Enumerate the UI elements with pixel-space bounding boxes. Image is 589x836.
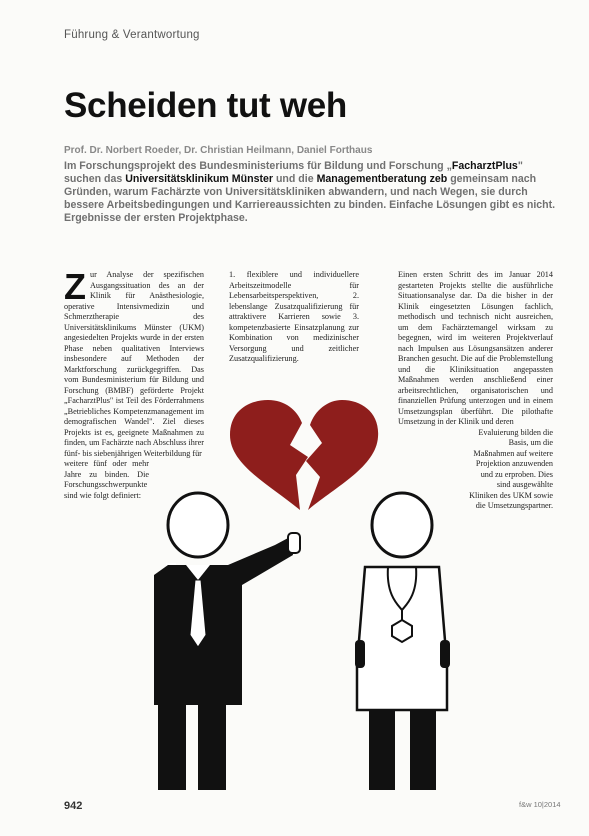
column-3-tail: Evaluierung bilden die Basis, um die Maßnahmen auf weitere Projektion anzuwenden und zu erproben. Dies sind ausgewählte Kliniken des UKM sowie die Umsetzungspartner. [469, 427, 553, 510]
drop-cap: Z [64, 266, 86, 307]
clinic-name: Universitätsklinikum Münster [125, 173, 273, 185]
breakup-illustration [150, 395, 460, 790]
authors-line: Prof. Dr. Norbert Roeder, Dr. Christian Heilmann, Daniel Forthaus [64, 145, 373, 156]
project-name: FacharztPlus [451, 160, 518, 172]
doctor-figure-icon [355, 493, 450, 790]
body-column-2: 1. flexiblere und individuellere Arbeitszeitmodelle für Lebensarbeitsperspektiven, 2. lebenslange Zusatzqualifizierung für attraktivere Karrieren sowie 3. kompetenzbasierte Einsatzplanung zur Kombination von medizinischer Versorgung und zeitlicher Zusatzqualifizierung. [229, 270, 359, 363]
column-1-tail: weitere fünf oder mehr Jahre zu binden. Die Forschungsschwerpunkte sind wie folgt definiert: [64, 459, 149, 500]
body-column-1: Zur Analyse der spezifischen Ausgangssituation des an der Klinik für Anästhesiologie, operative Intensivmedizin und Schmerztherapie des Universitätsklinikums Münster (UKM) angesiedelten Projekts wurde in der ersten Phase neben qualitativen Interviews insbesondere auf Methoden der Marktforschung zurückgegriffen. Das vom Bundesministerium für Bildung und Forschung (BMBF) geförderte Projekt „FacharztPlus" ist Teil des Förderrahmens „Betriebliches Kompetenzmanagement im demografischen Wandel". Ziel dieses Projekts ist es, geeignete Maßnahmen zu finden, um Fachärzte nach Abschluss ihrer fünf- bis siebenjährigen Weiterbildung für weitere fünf oder mehr Jahre zu binden. Die Forschungsschwerpunkte sind wie folgt definiert: [64, 266, 204, 500]
body-column-3: Einen ersten Schritt des im Januar 2014 gestarteten Projekts stellte die ausführliche Situationsanalyse dar. Da die bisher in der Klinik eingesetzten Lösungen fachlich, methodisch und technisch nicht ausreichen, um dem Fachärztemangel wirksam zu begegnen, wird im weiteren Projektverlauf nach Impulsen aus Lösungsansätzen anderer Branchen gesucht. Die auf die Problemstellung und die Kliniksituation angepassten Maßnahmen werden anschließend einer arbeitsrechtlichen, organisatorischen und finanziellen Prüfung unterzogen und in einem Umsetzungsplan überführt. Die pilothafte Umsetzung in der Klinik und deren Evaluierung bilden die Basis, um die Maßnahmen auf weitere Projektion anzuwenden und zu erproben. Dies sind ausgewählte Kliniken des UKM sowie die Umsetzungspartner. [398, 270, 553, 510]
page-number: 942 [64, 800, 83, 812]
lead-paragraph: Im Forschungsprojekt des Bundesministeriums für Bildung und Forschung „FacharztPlus" suchen das Universitätsklinikum Münster und die Managementberatung zeb gemeinsam nach Gründen, warum Fachärzte von Universitätskliniken abwandern, und nach Wegen, sie durch bessere Arbeitsbedingungen und Karriereaussichten zu binden. Einfache Lösungen gibt es nicht. Ergebnisse der ersten Projektphase. [64, 160, 556, 224]
headline: Scheiden tut weh [64, 86, 348, 125]
issue-label: f&w 10|2014 [519, 800, 561, 809]
section-label: Führung & Verantwortung [64, 29, 200, 41]
broken-heart-icon [230, 400, 378, 510]
consulting-name: Managementberatung zeb [316, 173, 448, 185]
man-figure-icon [154, 493, 300, 790]
